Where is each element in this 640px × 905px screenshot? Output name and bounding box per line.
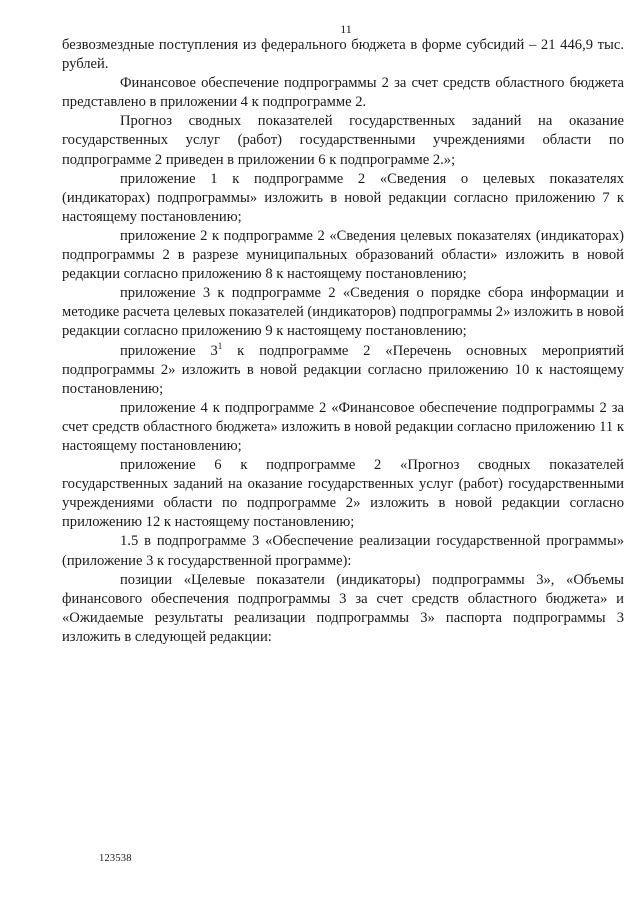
document-code: 123538 — [99, 853, 132, 864]
paragraph-appendix-3-1 — [62, 342, 624, 399]
paragraph-subsidies: безвозмездные поступления из федерального бюджета в форме субсидий – 21 446,9 тыс. рублей. — [62, 37, 624, 73]
paragraph-appendix-3: приложение 3 к подпрограмме 2 «Сведения о порядке сбора информации и методике расчета целевых показателей (индикаторов) подпрограммы 2» изложить в новой редакции согласно приложению 9 к настоящему постановлению; — [62, 285, 624, 340]
appendix-3-1-text: к подпрограмме 2 «Перечень основных мероприятий подпрограммы 2» изложить в новой редакции согласно приложению 10 к настоящему постановлению; — [62, 342, 624, 397]
paragraph-appendix-4: приложение 4 к подпрограмме 2 «Финансовое обеспечение подпрограммы 2 за счет средств областного бюджета» изложить в новой редакции согласно приложению 11 к настоящему постановлению; — [62, 399, 624, 454]
paragraph-positions: позиции «Целевые показатели (индикаторы) подпрограммы 3», «Объемы финансового обеспечения подпрограммы 3 за счет средств областного бюджета» и «Ожидаемые результаты реализации подпрограммы 3» паспорта подпрограммы 3 изложить в следующей редакции: — [62, 571, 624, 645]
paragraph-appendix-6: приложение 6 к подпрограмме 2 «Прогноз сводных показателей государственных заданий на оказание государственных услуг (работ) государственными учреждениями области по подпрограмме 2» изложить в новой редакции согласно приложению 12 к настоящему постановлению; — [62, 457, 624, 531]
document-body — [62, 36, 624, 647]
paragraph-appendix-2: приложение 2 к подпрограмме 2 «Сведения целевых показателях (индикаторах) подпрограммы 2 в разрезе муниципальных образований области» изложить в новой редакции согласно приложению 8 к настоящему постановлению; — [62, 227, 624, 283]
page-number: 11 — [340, 22, 352, 36]
appendix-3-1-number: приложение 3 — [120, 342, 218, 359]
paragraph-financing: Финансовое обеспечение подпрограммы 2 за счет средств областного бюджета представлено в приложении 4 к подпрограмме 2. — [62, 75, 624, 111]
paragraph-subprogram-3: 1.5 в подпрограмме 3 «Обеспечение реализации государственной программы» (приложение 3 к государственной программе): — [62, 533, 624, 569]
paragraph-appendix-1: приложение 1 к подпрограмме 2 «Сведения о целевых показателях (индикаторах) подпрограммы» изложить в новой редакции согласно приложению 7 к настоящему постановлению; — [62, 170, 624, 225]
appendix-3-1-superscript: 1 — [217, 340, 223, 351]
paragraph-forecast: Прогноз сводных показателей государственных заданий на оказание государственных услуг (работ) государственными учреждениями области по подпрограмме 2 приведен в приложении 6 к подпрограмме 2.»; — [62, 113, 624, 168]
